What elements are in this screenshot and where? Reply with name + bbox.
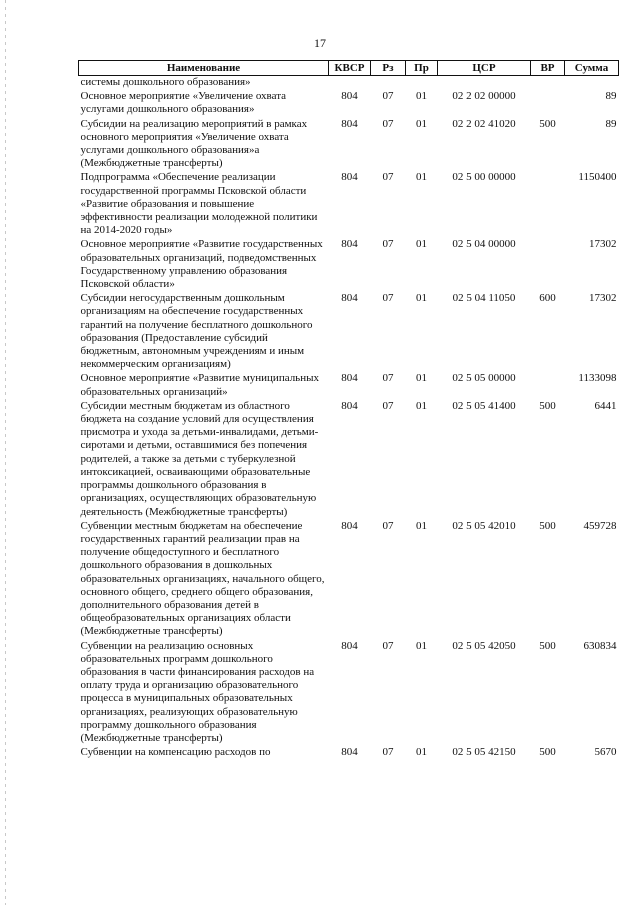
row-rz: 07 <box>382 117 394 130</box>
row-rz: 07 <box>382 399 394 412</box>
row-csr <box>438 76 531 91</box>
row-vr <box>531 90 565 117</box>
row-pr: 01 <box>416 399 427 412</box>
row-sum: 1133098 <box>578 372 617 385</box>
row-name: Субвенции на компенсацию расходов по <box>80 746 271 759</box>
row-pr: 01 <box>416 639 427 652</box>
row-vr: 500 <box>539 519 556 532</box>
header-name: Наименование <box>79 61 329 76</box>
row-vr: 600 <box>539 292 556 305</box>
row-name: Субвенции местным бюджетам на обеспечение государственных гарантий реализации прав на получение общедоступного и бесплатного дошкольного образования в дошкольных образовательных организациях, начального общего, основного общего, среднего общего образования, дополнительного образования детей в общеобразовательных организациях области (Межбюджетные трансферты) <box>80 519 325 638</box>
header-sum: Сумма <box>565 61 619 76</box>
row-pr: 01 <box>416 292 427 305</box>
row-pr: 01 <box>416 238 427 251</box>
row-kvsr <box>329 76 371 91</box>
row-sum: 17302 <box>589 238 617 251</box>
row-name: Субсидии местным бюджетам из областного бюджета на создание условий для осуществления присмотра и ухода за детьми-инвалидами, детьми-сиротами и детьми, оставшимися без попечения родителей, а также за детьми с туберкулезной интоксикацией, осваивающими образовательные программы дошкольного образования в организациях, осуществляющих образовательную деятельность (Межбюджетные трансферты) <box>80 399 319 518</box>
row-kvsr: 804 <box>341 292 358 305</box>
row-sum <box>565 76 619 91</box>
row-pr: 01 <box>416 171 427 184</box>
scan-edge <box>5 0 6 905</box>
row-csr: 02 2 02 00000 <box>452 90 516 103</box>
row-csr: 02 2 02 41020 <box>452 117 516 130</box>
header-rz: Рз <box>371 61 406 76</box>
row-rz: 07 <box>382 519 394 532</box>
row-rz: 07 <box>382 238 394 251</box>
row-pr: 01 <box>416 519 427 532</box>
row-vr <box>531 76 565 91</box>
table-row <box>79 171 619 238</box>
row-csr: 02 5 05 42010 <box>452 519 516 532</box>
row-sum: 6441 <box>594 399 617 412</box>
row-kvsr: 804 <box>341 238 358 251</box>
header-csr: ЦСР <box>438 61 531 76</box>
row-kvsr: 804 <box>341 372 358 385</box>
row-sum: 89 <box>605 90 617 103</box>
row-name: Основное мероприятие «Увеличение охвата услугами дошкольного образования» <box>80 90 287 116</box>
row-kvsr: 804 <box>341 117 358 130</box>
row-sum: 459728 <box>583 519 617 532</box>
row-name: Субсидии на реализацию мероприятий в рамках основного мероприятия «Увеличение охвата услугами дошкольного образования»а (Межбюджетные трансферты) <box>80 117 308 170</box>
table-row <box>79 292 619 372</box>
row-csr: 02 5 04 11050 <box>452 292 516 305</box>
row-vr: 500 <box>539 399 556 412</box>
row-csr: 02 5 05 42050 <box>452 639 516 652</box>
row-sum: 630834 <box>583 639 617 652</box>
row-kvsr: 804 <box>341 171 358 184</box>
row-pr <box>406 76 438 91</box>
row-csr: 02 5 05 41400 <box>452 399 516 412</box>
row-kvsr: 804 <box>341 90 358 103</box>
row-rz: 07 <box>382 372 394 385</box>
table-row <box>79 90 619 117</box>
table-row <box>79 118 619 172</box>
row-csr: 02 5 04 00000 <box>452 238 516 251</box>
row-rz: 07 <box>382 746 394 759</box>
row-rz: 07 <box>382 171 394 184</box>
table-row <box>79 372 619 399</box>
row-name: Субсидии негосударственным дошкольным организациям на обеспечение государственных гарантий на получение бесплатного дошкольного образования (Предоставление субсидий бюджетным, автономным учреждениям и иным некоммерческим организациям) <box>80 292 313 371</box>
table-row <box>79 746 619 760</box>
header-kvsr: КВСР <box>329 61 371 76</box>
table-header-row <box>79 61 619 76</box>
table-row <box>79 640 619 747</box>
row-sum: 5670 <box>594 746 617 759</box>
row-kvsr: 804 <box>341 399 358 412</box>
row-sum: 89 <box>605 117 617 130</box>
row-pr: 01 <box>416 117 427 130</box>
row-vr: 500 <box>539 117 556 130</box>
row-csr: 02 5 00 00000 <box>452 171 516 184</box>
row-name: Основное мероприятие «Развитие государственных образовательных организаций, подведомственных Государственному управлению образования Псковской области» <box>80 238 323 291</box>
row-kvsr: 804 <box>341 639 358 652</box>
row-csr: 02 5 05 42150 <box>452 746 516 759</box>
row-rz <box>371 76 406 91</box>
row-vr: 500 <box>539 639 556 652</box>
row-csr: 02 5 05 00000 <box>452 372 516 385</box>
table-row <box>79 76 619 91</box>
row-name: Основное мероприятие «Развитие муниципальных образовательных организаций» <box>80 372 319 398</box>
row-vr <box>531 171 565 238</box>
row-name: Подпрограмма «Обеспечение реализации государственной программы Псковской области «Развитие образования и повышение эффективности реализации молодежной политики на 2014-2020 годы» <box>80 171 318 237</box>
row-name: системы дошкольного образования» <box>80 76 251 88</box>
table-row <box>79 520 619 640</box>
row-rz: 07 <box>382 292 394 305</box>
header-pr: Пр <box>406 61 438 76</box>
row-pr: 01 <box>416 746 427 759</box>
row-rz: 07 <box>382 90 394 103</box>
row-kvsr: 804 <box>341 746 358 759</box>
row-vr <box>531 238 565 292</box>
row-vr: 500 <box>539 746 556 759</box>
row-pr: 01 <box>416 372 427 385</box>
header-vr: ВР <box>531 61 565 76</box>
table-row <box>79 400 619 520</box>
row-pr: 01 <box>416 90 427 103</box>
page-number: 17 <box>314 36 326 50</box>
row-rz: 07 <box>382 639 394 652</box>
row-name: Субвенции на реализацию основных образовательных программ дошкольного образования в части финансирования расходов на оплату труда и организацию образовательного процесса в муниципальных образовательных организациях, реализующих образовательную программу дошкольного образования (Межбюджетные трансферты) <box>80 639 315 744</box>
row-kvsr: 804 <box>341 519 358 532</box>
budget-table <box>78 60 619 760</box>
table-row <box>79 238 619 292</box>
row-vr <box>531 372 565 399</box>
row-sum: 17302 <box>589 292 617 305</box>
row-sum: 1150400 <box>578 171 617 184</box>
